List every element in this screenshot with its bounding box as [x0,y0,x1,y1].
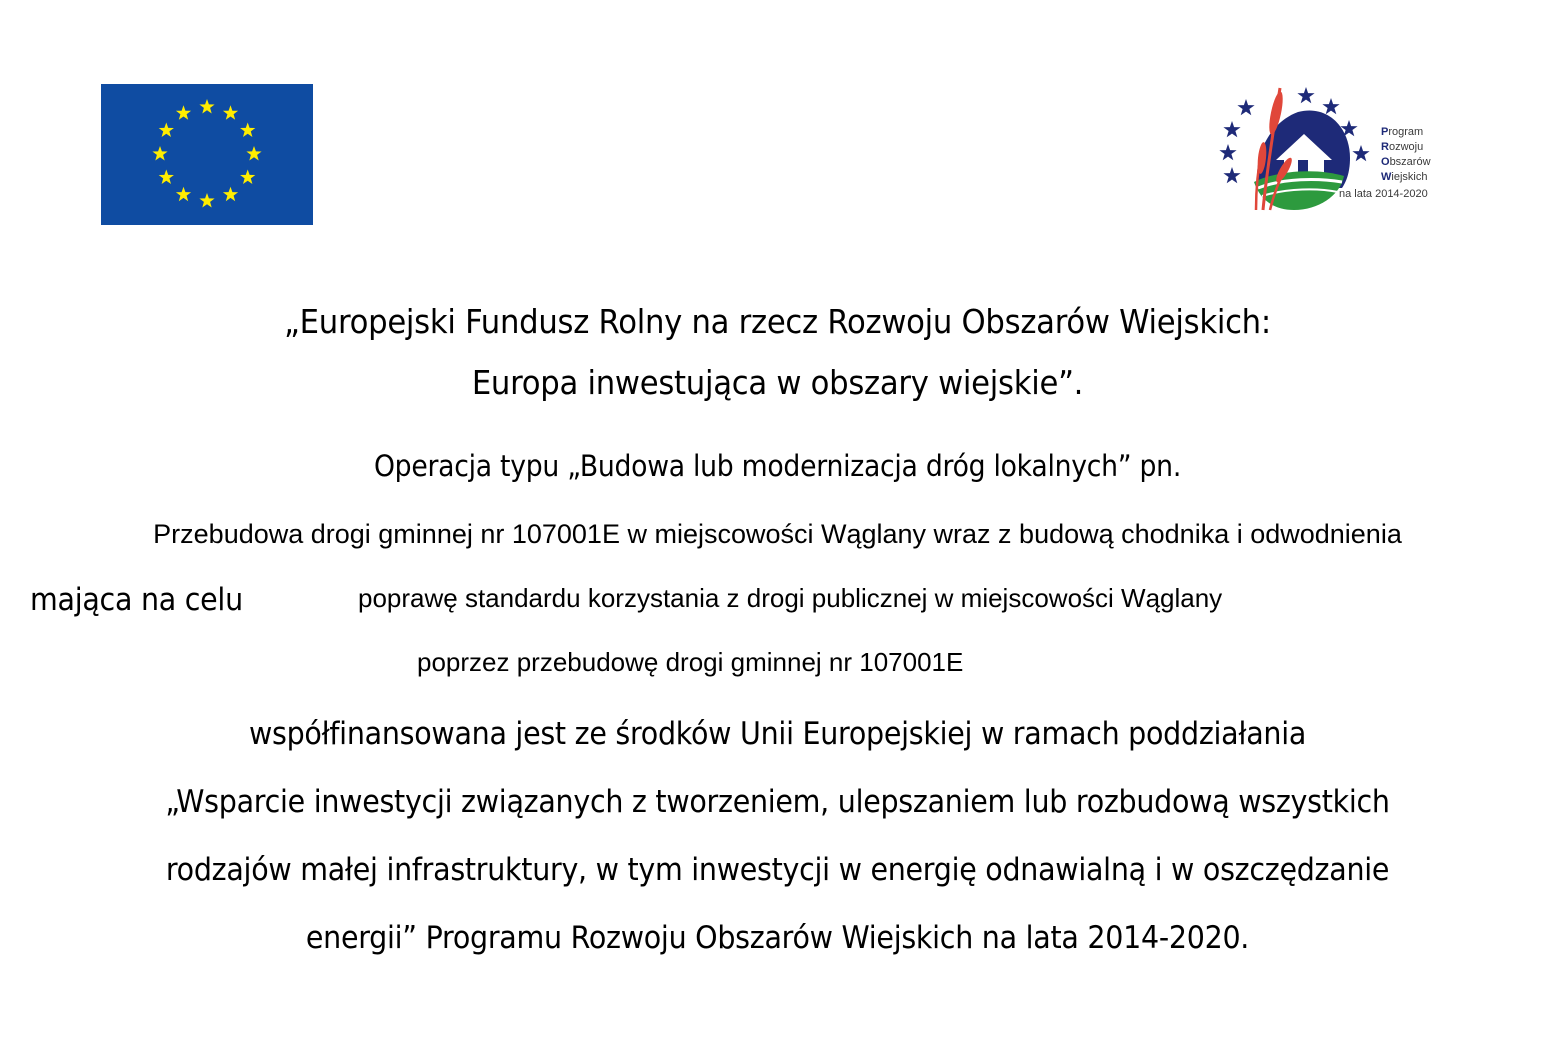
funding-line-4: energii” Programu Rozwoju Obszarów Wiejskich na lata 2014-2020. [305,920,1250,956]
prow-initial: P [1381,126,1389,138]
prow-initial: R [1381,141,1389,153]
operation-line: Operacja typu „Budowa lub modernizacja dróg lokalnych” pn. [373,449,1182,483]
goal-line-2: poprzez przebudowę drogi gminnej nr 107001E [417,647,964,677]
funding-line-3: rodzajów małej infrastruktury, w tym inwestycji w energię odnawialną i w oszczędzanie [165,852,1390,888]
prow-word: rogram [1388,126,1424,138]
prow-initial: W [1381,171,1392,183]
funding-line-1: współfinansowana jest ze środków Unii Europejskiej w ramach poddziałania [248,716,1307,752]
eu-flag-logo [101,84,313,225]
prow-word: iejskich [1391,171,1428,183]
prow-logo [1218,78,1443,218]
prow-word: bszarów [1389,156,1431,168]
eu-flag-icon [101,84,313,225]
goal-line-1: poprawę standardu korzystania z drogi publicznej w miejscowości Wąglany [358,583,1223,613]
heading-line-2: Europa inwestująca w obszary wiejskie”. [471,363,1084,402]
project-title: Przebudowa drogi gminnej nr 107001E w miejscowości Wąglany wraz z budową chodnika i odwodnienia [153,519,1402,549]
prow-word: ozwoju [1388,141,1424,153]
prow-name [1381,125,1431,185]
heading-line-1: „Europejski Fundusz Rolny na rzecz Rozwoju Obszarów Wiejskich: [284,302,1271,341]
goal-label: mająca na celu [30,582,243,618]
funding-line-2: „Wsparcie inwestycji związanych z tworzeniem, ulepszaniem lub rozbudową wszystkich [165,784,1390,820]
prow-initial: O [1381,156,1390,168]
prow-years: na lata 2014-2020 [1339,188,1428,200]
